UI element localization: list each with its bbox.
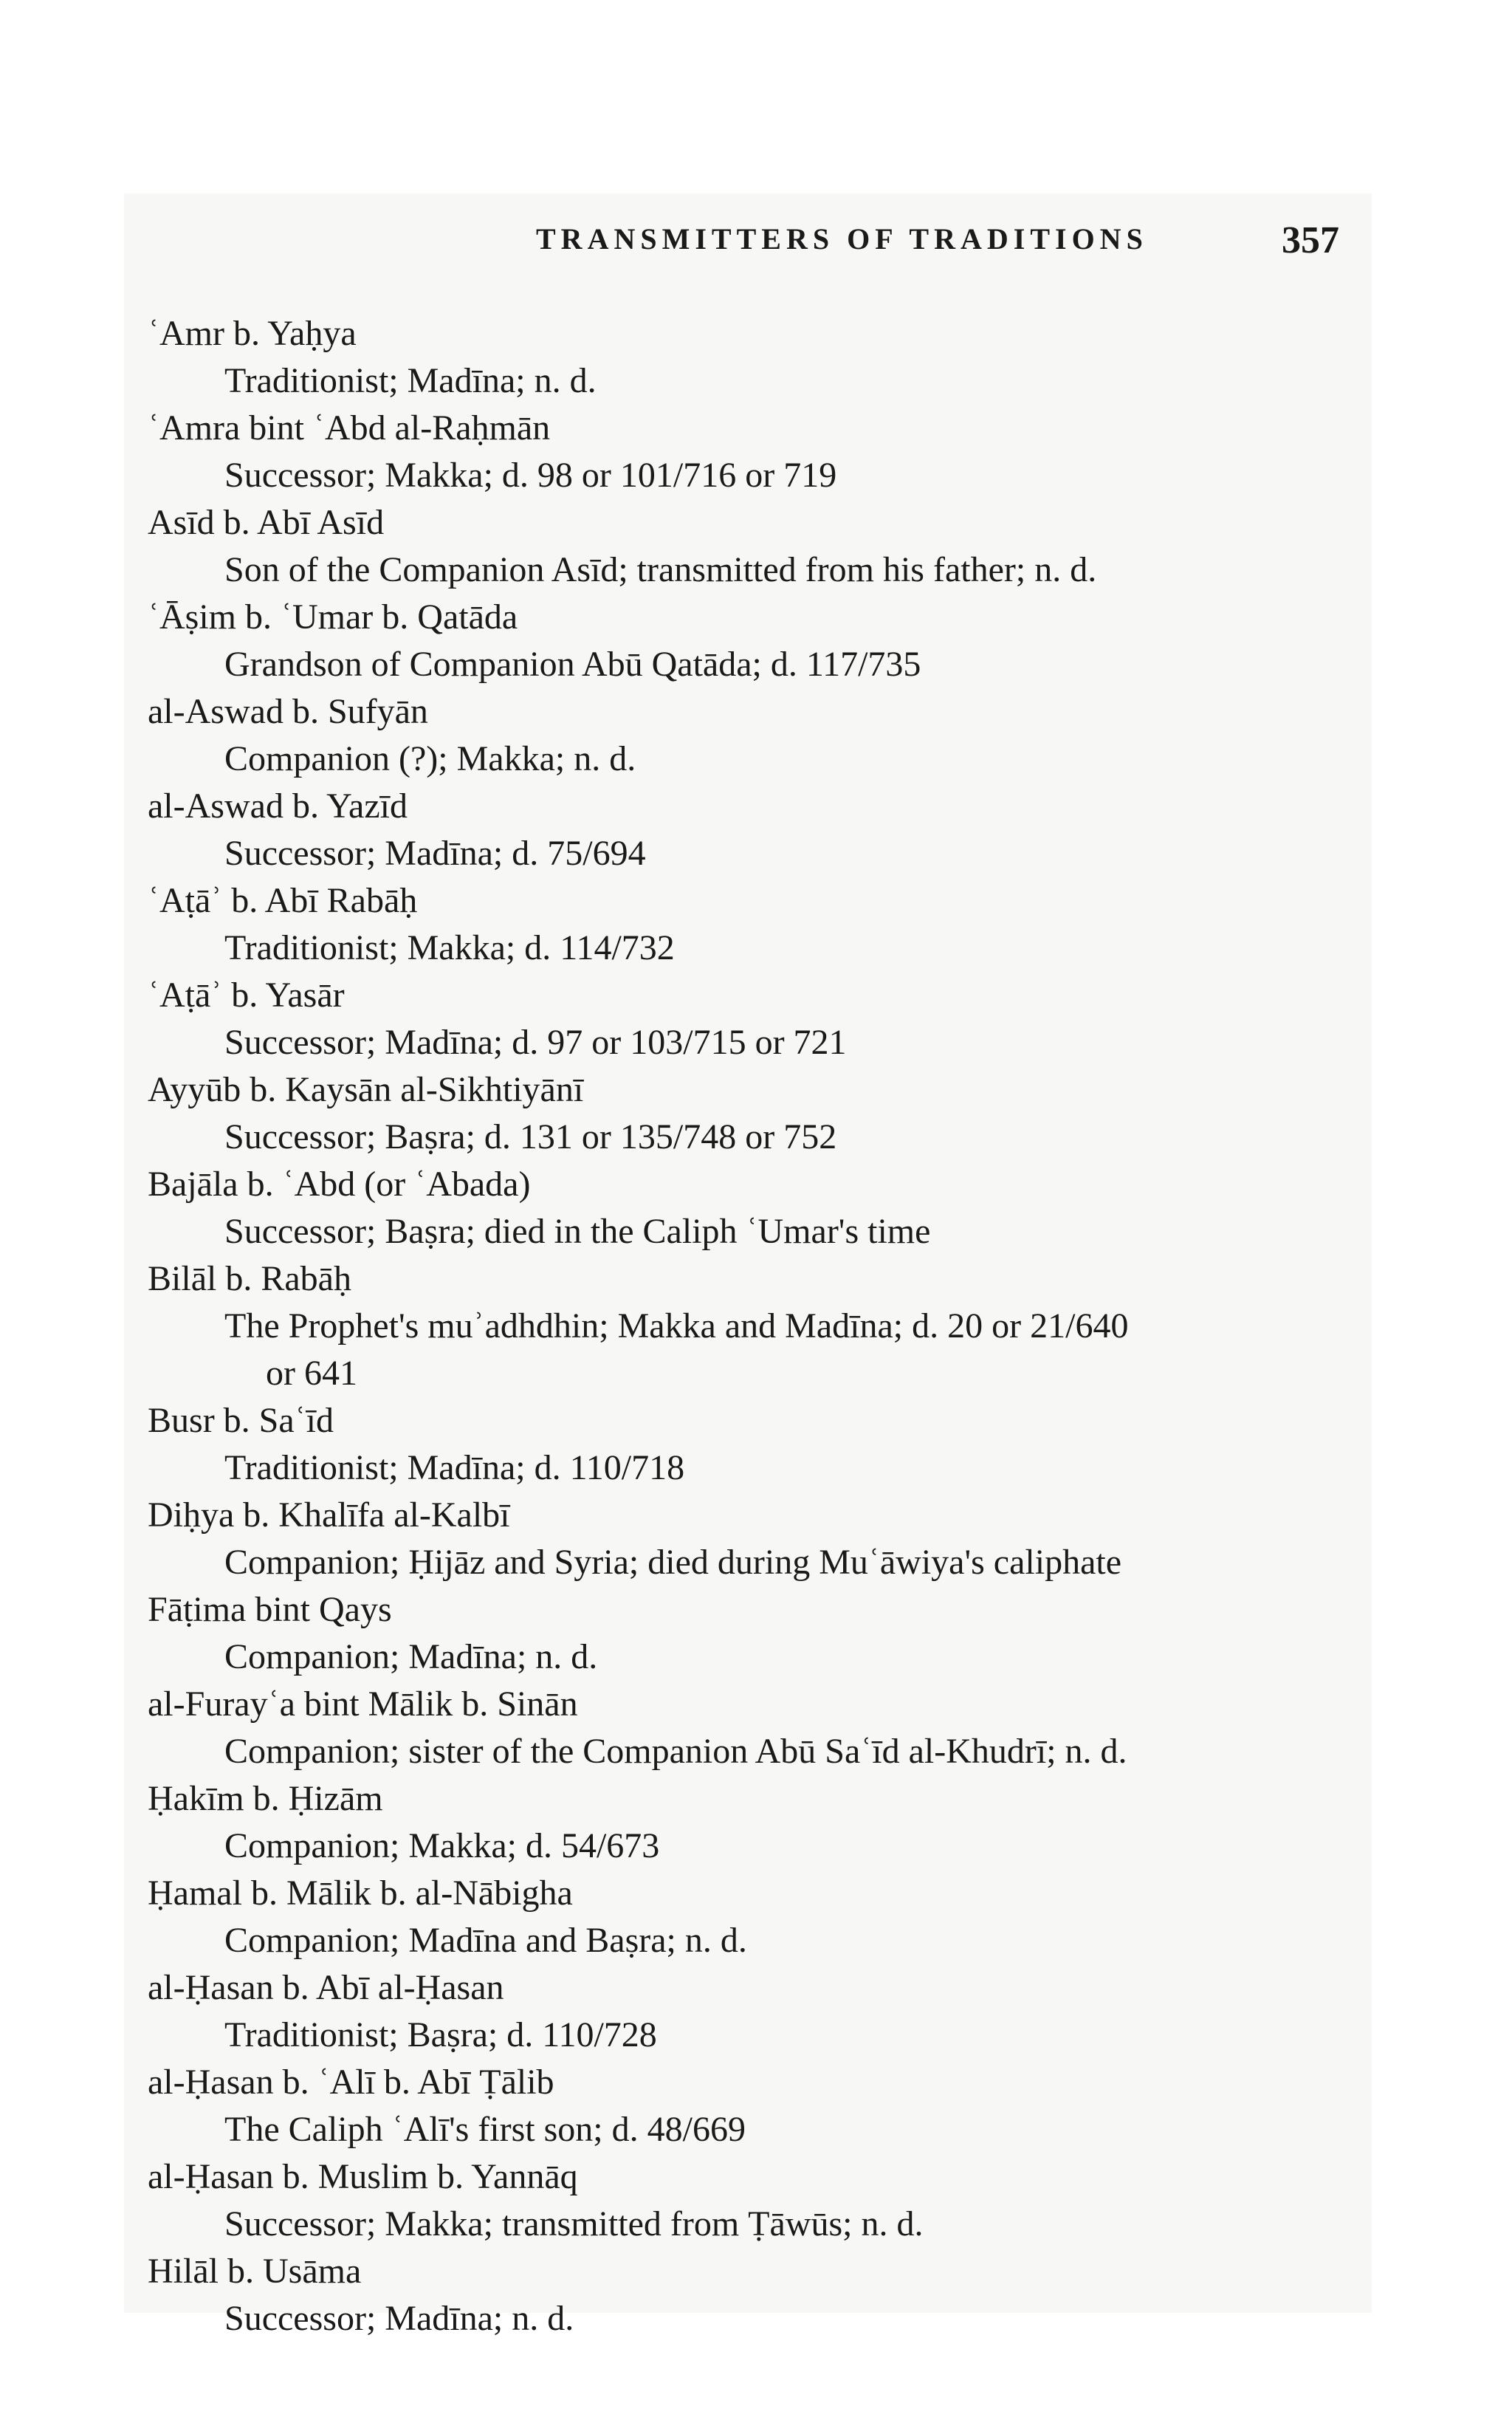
- entry-name: Ḥamal b. Mālik b. al-Nābigha: [148, 1874, 573, 1913]
- entry-detail: Successor; Madīna; d. 97 or 103/715 or 721: [224, 1023, 847, 1062]
- entry-name: ʿAṭāʾ b. Abī Rabāḥ: [148, 881, 418, 920]
- entry-detail: The Caliph ʿAlī's first son; d. 48/669: [224, 2110, 746, 2149]
- entry-detail: Companion; sister of the Companion Abū Saʿīd al-Khudrī; n. d.: [224, 1732, 1127, 1771]
- entry-name: Diḥya b. Khalīfa al-Kalbī: [148, 1495, 510, 1535]
- entry-detail: Traditionist; Makka; d. 114/732: [224, 928, 675, 967]
- list-item: [148, 1255, 1358, 1397]
- entry-detail: Traditionist; Baṣra; d. 110/728: [224, 2015, 657, 2054]
- entry-detail: Successor; Madīna; n. d.: [224, 2299, 574, 2338]
- entry-detail: Companion; Makka; d. 54/673: [224, 1826, 660, 1865]
- list-item: [148, 2248, 1358, 2342]
- list-item: [148, 877, 1358, 972]
- entry-detail: Traditionist; Madīna; n. d.: [224, 361, 597, 400]
- list-item: [148, 1870, 1358, 1964]
- transmitter-list: [148, 310, 1358, 2342]
- entry-name: ʿAṭāʾ b. Yasār: [148, 976, 345, 1015]
- list-item: [148, 688, 1358, 783]
- entry-name: Ayyūb b. Kaysān al-Sikhtiyānī: [148, 1070, 584, 1109]
- entry-name: al-Aswad b. Sufyān: [148, 692, 428, 731]
- list-item: [148, 1681, 1358, 1775]
- entry-name: Bajāla b. ʿAbd (or ʿAbada): [148, 1165, 531, 1204]
- entry-detail: The Prophet's muʾadhdhin; Makka and Madīna; d. 20 or 21/640: [224, 1306, 1129, 1345]
- entry-detail: Successor; Makka; transmitted from Ṭāwūs; n. d.: [224, 2204, 924, 2243]
- entry-name: ʿAmr b. Yaḥya: [148, 314, 357, 353]
- list-item: [148, 1586, 1358, 1681]
- entry-name: Ḥakīm b. Ḥizām: [148, 1779, 383, 1818]
- entry-name: Bilāl b. Rabāḥ: [148, 1259, 351, 1298]
- list-item: [148, 972, 1358, 1066]
- list-item: [148, 310, 1358, 405]
- entry-detail: Grandson of Companion Abū Qatāda; d. 117/735: [224, 645, 921, 684]
- list-item: [148, 1492, 1358, 1586]
- entry-name: al-Ḥasan b. Muslim b. Yannāq: [148, 2157, 578, 2196]
- running-head-title: TRANSMITTERS OF TRADITIONS: [536, 222, 1148, 256]
- list-item: [148, 405, 1358, 499]
- entry-detail: Son of the Companion Asīd; transmitted from his father; n. d.: [224, 550, 1097, 589]
- entry-detail: Successor; Baṣra; died in the Caliph ʿUmar's time: [224, 1212, 931, 1251]
- list-item: [148, 1397, 1358, 1492]
- entry-name: Hilāl b. Usāma: [148, 2252, 362, 2291]
- entry-name: al-Aswad b. Yazīd: [148, 786, 408, 826]
- entry-detail: Successor; Makka; d. 98 or 101/716 or 719: [224, 456, 837, 495]
- list-item: [148, 783, 1358, 877]
- entry-detail: Companion; Ḥijāz and Syria; died during Muʿāwiya's caliphate: [224, 1543, 1122, 1582]
- entry-name: al-Furayʿa bint Mālik b. Sinān: [148, 1684, 578, 1724]
- entry-name: al-Ḥasan b. ʿAlī b. Abī Ṭālib: [148, 2063, 554, 2102]
- entry-detail: Successor; Baṣra; d. 131 or 135/748 or 752: [224, 1117, 837, 1156]
- list-item: [148, 1964, 1358, 2059]
- entry-detail: Companion; Madīna and Baṣra; n. d.: [224, 1921, 747, 1960]
- entry-detail: Successor; Madīna; d. 75/694: [224, 834, 646, 873]
- entry-detail-continuation-text: or 641: [266, 1354, 357, 1393]
- entry-name: al-Ḥasan b. Abī al-Ḥasan: [148, 1968, 504, 2007]
- entry-name: ʿĀṣim b. ʿUmar b. Qatāda: [148, 597, 518, 637]
- list-item: [148, 499, 1358, 594]
- entry-name: Fāṭima bint Qays: [148, 1590, 392, 1629]
- list-item: [148, 1161, 1358, 1255]
- page-number: 357: [1282, 219, 1339, 261]
- entry-name: Busr b. Saʿīd: [148, 1401, 334, 1440]
- entry-detail: Traditionist; Madīna; d. 110/718: [224, 1448, 685, 1487]
- running-head: [0, 219, 1512, 263]
- entry-detail: Companion; Madīna; n. d.: [224, 1637, 598, 1676]
- entry-detail: Companion (?); Makka; n. d.: [224, 739, 636, 778]
- entry-name: Asīd b. Abī Asīd: [148, 503, 385, 542]
- list-item: [148, 1066, 1358, 1161]
- list-item: [148, 1775, 1358, 1870]
- list-item: [148, 2153, 1358, 2248]
- list-item: [148, 594, 1358, 688]
- list-item: [148, 2059, 1358, 2153]
- entry-name: ʿAmra bint ʿAbd al-Raḥmān: [148, 408, 551, 448]
- entry-detail-continuation: [148, 1350, 1358, 1397]
